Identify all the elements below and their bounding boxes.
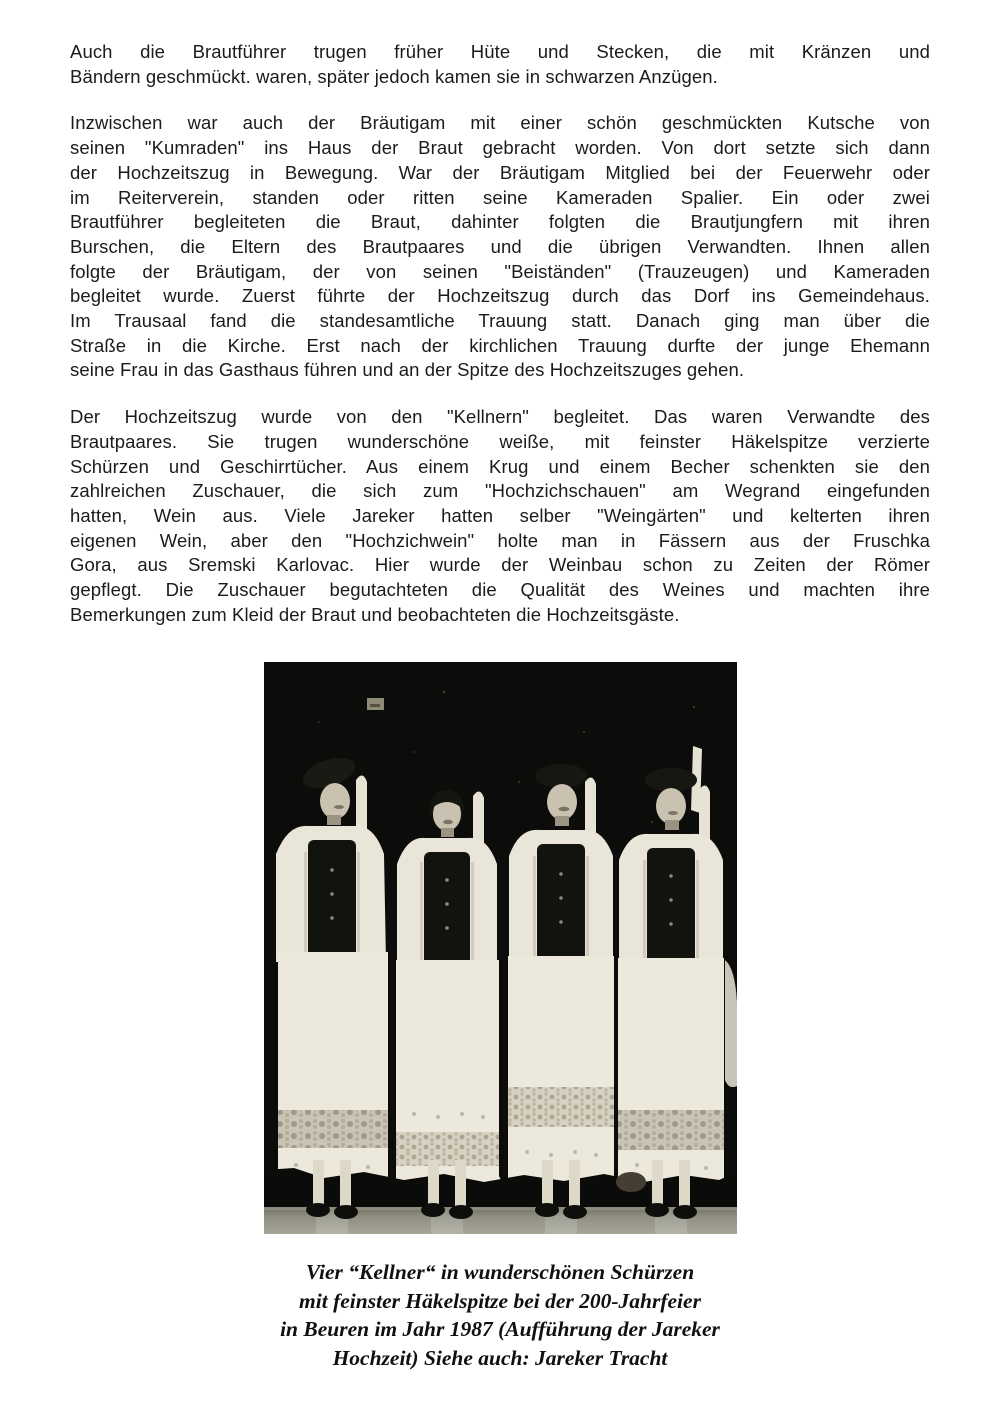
text-line: Der Hochzeitszug wurde von den "Kellnern" begleitet. Das waren Verwandte des bbox=[70, 406, 930, 428]
text-line: im Reiterverein, standen oder ritten seine Kameraden Spalier. Ein oder zwei bbox=[70, 186, 930, 208]
text-line: seinen "Kumraden" ins Haus der Braut gebracht worden. Von dort setzte sich dann bbox=[70, 137, 930, 159]
text-line: folgte der Bräutigam, der von seinen "Beiständen" (Trauzeugen) und Kameraden bbox=[70, 260, 930, 282]
text-line: gepflegt. Die Zuschauer begutachteten die Qualität des Weines und machten ihre bbox=[70, 579, 930, 601]
kellner-figure-2 bbox=[396, 790, 501, 1193]
text-line: der Hochzeitszug in Bewegung. War der Bräutigam Mitglied bei der Feuerwehr oder bbox=[70, 161, 930, 183]
photo-caption-line: mit feinster Häkelspitze bei der 200-Jahrfeier bbox=[299, 1288, 701, 1313]
text-line: Burschen, die Eltern des Brautpaares und die übrigen Verwandten. Ihnen allen bbox=[70, 235, 930, 257]
text-line: Im Trausaal fand die standesamtliche Trauung statt. Danach ging man über die bbox=[70, 310, 930, 332]
floor-object bbox=[616, 1172, 646, 1192]
photo-caption-line: Hochzeit) Siehe auch: Jareker Tracht bbox=[332, 1345, 668, 1370]
text-line: Gora, aus Sremski Karlovac. Hier wurde der Weinbau schon zu Zeiten der Römer bbox=[70, 554, 930, 576]
kellner-photo-illustration bbox=[264, 662, 737, 1234]
text-line: zahlreichen Zuschauer, die sich zum "Hochzichschauen" am Wegrand eingefunden bbox=[70, 480, 930, 502]
text-line: Bemerkungen zum Kleid der Braut und beobachteten die Hochzeitsgäste. bbox=[70, 603, 680, 625]
text-line: Bändern geschmückt. waren, später jedoch kamen sie in schwarzen Anzügen. bbox=[70, 65, 718, 87]
wall-sign bbox=[367, 698, 384, 710]
body-paragraph-1 bbox=[70, 40, 930, 89]
text-line: Auch die Brautführer trugen früher Hüte und Stecken, die mit Kränzen und bbox=[70, 41, 930, 62]
photo-caption-line: Vier “Kellner“ in wunderschönen Schürzen bbox=[305, 1260, 695, 1285]
text-line: Schürzen und Geschirrtücher. Aus einem Krug und einem Becher schenkten sie den bbox=[70, 455, 930, 477]
body-paragraph-2 bbox=[70, 111, 930, 383]
photo-caption-line: in Beuren im Jahr 1987 (Aufführung der Jareker bbox=[280, 1317, 720, 1342]
photo-caption bbox=[70, 1258, 930, 1372]
text-line: hatten, Wein aus. Viele Jareker hatten selber "Weingärten" und kelterten ihren bbox=[70, 504, 930, 526]
text-line: Brautführer begleiteten die Braut, dahinter folgten die Brautjungfern mit ihren bbox=[70, 211, 930, 233]
text-line: begleitet wurde. Zuerst führte der Hochzeitszug durch das Dorf ins Gemeindehaus. bbox=[70, 285, 930, 307]
text-line: Brautpaares. Sie trugen wunderschöne weiße, mit feinster Häkelspitze verzierte bbox=[70, 430, 930, 452]
text-line: seine Frau in das Gasthaus führen und an der Spitze des Hochzeitszuges gehen. bbox=[70, 359, 745, 381]
text-line: Straße in die Kirche. Erst nach der kirchlichen Trauung durfte der junge Ehemann bbox=[70, 334, 930, 356]
photo-four-kellner bbox=[264, 662, 737, 1234]
text-line: eigenen Wein, aber den "Hochzichwein" holte man in Fässern aus der Fruschka bbox=[70, 529, 930, 551]
body-paragraph-3 bbox=[70, 405, 930, 627]
text-line: Inzwischen war auch der Bräutigam mit einer schön geschmückten Kutsche von bbox=[70, 112, 930, 134]
